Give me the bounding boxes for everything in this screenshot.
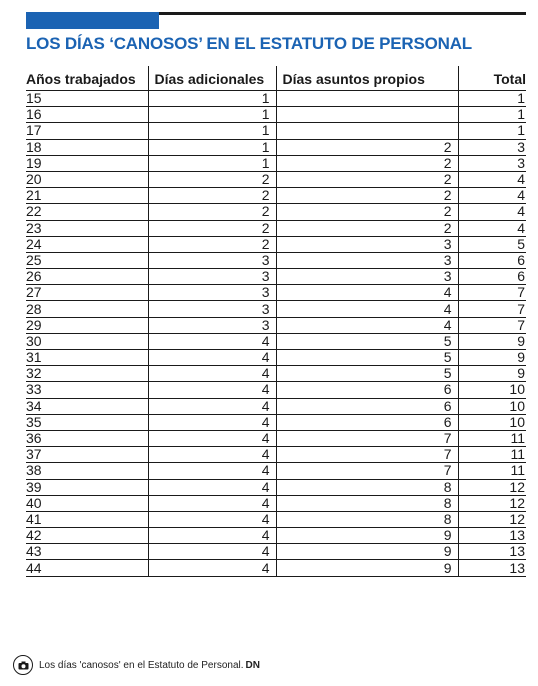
cell-years-worked: 27 bbox=[26, 285, 148, 301]
cell-years-worked: 42 bbox=[26, 528, 148, 544]
cell-additional-days: 4 bbox=[148, 398, 276, 414]
cell-additional-days: 4 bbox=[148, 544, 276, 560]
cell-additional-days: 2 bbox=[148, 220, 276, 236]
cell-additional-days: 2 bbox=[148, 204, 276, 220]
table-header-row bbox=[26, 66, 526, 91]
cell-years-worked: 33 bbox=[26, 382, 148, 398]
cell-years-worked: 28 bbox=[26, 301, 148, 317]
table-row bbox=[26, 139, 526, 155]
cell-personal-days: 6 bbox=[276, 398, 458, 414]
cell-personal-days: 5 bbox=[276, 366, 458, 382]
cell-additional-days: 3 bbox=[148, 252, 276, 268]
cell-personal-days: 5 bbox=[276, 350, 458, 366]
cell-personal-days bbox=[276, 123, 458, 139]
cell-total: 10 bbox=[458, 382, 526, 398]
cell-additional-days: 4 bbox=[148, 447, 276, 463]
cell-years-worked: 34 bbox=[26, 398, 148, 414]
table-row bbox=[26, 528, 526, 544]
cell-years-worked: 44 bbox=[26, 560, 148, 576]
cell-additional-days: 4 bbox=[148, 366, 276, 382]
cell-personal-days: 4 bbox=[276, 301, 458, 317]
seniority-days-table bbox=[26, 66, 526, 577]
cell-additional-days: 3 bbox=[148, 301, 276, 317]
cell-personal-days: 9 bbox=[276, 528, 458, 544]
cell-total: 6 bbox=[458, 269, 526, 285]
cell-years-worked: 29 bbox=[26, 317, 148, 333]
table-row bbox=[26, 350, 526, 366]
table-row bbox=[26, 398, 526, 414]
table-row bbox=[26, 204, 526, 220]
cell-total: 7 bbox=[458, 301, 526, 317]
table-row bbox=[26, 252, 526, 268]
cell-personal-days: 7 bbox=[276, 447, 458, 463]
table-row bbox=[26, 382, 526, 398]
cell-total: 11 bbox=[458, 430, 526, 446]
cell-personal-days: 3 bbox=[276, 252, 458, 268]
cell-personal-days: 7 bbox=[276, 430, 458, 446]
cell-years-worked: 41 bbox=[26, 511, 148, 527]
cell-personal-days: 7 bbox=[276, 463, 458, 479]
cell-personal-days: 2 bbox=[276, 139, 458, 155]
page-title: LOS DÍAS ‘CANOSOS’ EN EL ESTATUTO DE PERSONAL bbox=[26, 34, 472, 53]
cell-additional-days: 1 bbox=[148, 107, 276, 123]
caption-source: DN bbox=[245, 659, 260, 671]
cell-total: 11 bbox=[458, 463, 526, 479]
cell-personal-days: 2 bbox=[276, 204, 458, 220]
cell-total: 3 bbox=[458, 139, 526, 155]
table-row bbox=[26, 285, 526, 301]
cell-additional-days: 4 bbox=[148, 511, 276, 527]
table-row bbox=[26, 544, 526, 560]
cell-years-worked: 24 bbox=[26, 236, 148, 252]
cell-years-worked: 43 bbox=[26, 544, 148, 560]
table-row bbox=[26, 447, 526, 463]
table-row bbox=[26, 91, 526, 107]
cell-personal-days: 3 bbox=[276, 236, 458, 252]
cell-total: 13 bbox=[458, 544, 526, 560]
cell-additional-days: 1 bbox=[148, 91, 276, 107]
table-body bbox=[26, 91, 526, 577]
table-row bbox=[26, 333, 526, 349]
table-row bbox=[26, 107, 526, 123]
cell-years-worked: 37 bbox=[26, 447, 148, 463]
cell-total: 6 bbox=[458, 252, 526, 268]
cell-total: 7 bbox=[458, 285, 526, 301]
table-row bbox=[26, 463, 526, 479]
cell-personal-days: 9 bbox=[276, 560, 458, 576]
cell-personal-days: 2 bbox=[276, 171, 458, 187]
cell-personal-days: 5 bbox=[276, 333, 458, 349]
camera-icon bbox=[13, 655, 33, 675]
cell-years-worked: 36 bbox=[26, 430, 148, 446]
cell-total: 13 bbox=[458, 560, 526, 576]
cell-total: 4 bbox=[458, 188, 526, 204]
cell-total: 9 bbox=[458, 366, 526, 382]
cell-additional-days: 2 bbox=[148, 171, 276, 187]
cell-years-worked: 30 bbox=[26, 333, 148, 349]
cell-total: 1 bbox=[458, 123, 526, 139]
cell-total: 10 bbox=[458, 414, 526, 430]
cell-years-worked: 20 bbox=[26, 171, 148, 187]
cell-personal-days: 9 bbox=[276, 544, 458, 560]
cell-personal-days: 8 bbox=[276, 511, 458, 527]
cell-total: 4 bbox=[458, 220, 526, 236]
cell-additional-days: 4 bbox=[148, 560, 276, 576]
header-total: Total bbox=[458, 66, 526, 91]
table-row bbox=[26, 511, 526, 527]
cell-additional-days: 1 bbox=[148, 155, 276, 171]
table-row bbox=[26, 188, 526, 204]
cell-additional-days: 4 bbox=[148, 495, 276, 511]
top-accent-block bbox=[26, 12, 159, 29]
cell-total: 4 bbox=[458, 204, 526, 220]
cell-years-worked: 26 bbox=[26, 269, 148, 285]
cell-additional-days: 4 bbox=[148, 479, 276, 495]
cell-additional-days: 4 bbox=[148, 430, 276, 446]
cell-total: 9 bbox=[458, 350, 526, 366]
table-row bbox=[26, 123, 526, 139]
cell-years-worked: 31 bbox=[26, 350, 148, 366]
cell-total: 7 bbox=[458, 317, 526, 333]
cell-total: 13 bbox=[458, 528, 526, 544]
cell-personal-days: 3 bbox=[276, 269, 458, 285]
cell-personal-days: 4 bbox=[276, 285, 458, 301]
table-row bbox=[26, 366, 526, 382]
cell-personal-days bbox=[276, 107, 458, 123]
cell-personal-days: 6 bbox=[276, 382, 458, 398]
cell-additional-days: 1 bbox=[148, 123, 276, 139]
cell-years-worked: 35 bbox=[26, 414, 148, 430]
cell-total: 3 bbox=[458, 155, 526, 171]
cell-additional-days: 2 bbox=[148, 236, 276, 252]
table-row bbox=[26, 301, 526, 317]
table-row bbox=[26, 430, 526, 446]
cell-years-worked: 32 bbox=[26, 366, 148, 382]
cell-personal-days: 6 bbox=[276, 414, 458, 430]
cell-years-worked: 22 bbox=[26, 204, 148, 220]
cell-years-worked: 19 bbox=[26, 155, 148, 171]
cell-additional-days: 4 bbox=[148, 414, 276, 430]
cell-total: 9 bbox=[458, 333, 526, 349]
header-years-worked: Años trabajados bbox=[26, 66, 148, 91]
table-row bbox=[26, 236, 526, 252]
table-row bbox=[26, 220, 526, 236]
cell-personal-days: 8 bbox=[276, 495, 458, 511]
cell-personal-days: 4 bbox=[276, 317, 458, 333]
table-row bbox=[26, 317, 526, 333]
cell-personal-days: 8 bbox=[276, 479, 458, 495]
cell-years-worked: 21 bbox=[26, 188, 148, 204]
header-additional-days: Días adicionales bbox=[148, 66, 276, 91]
cell-personal-days bbox=[276, 91, 458, 107]
cell-years-worked: 40 bbox=[26, 495, 148, 511]
table-row bbox=[26, 414, 526, 430]
cell-additional-days: 4 bbox=[148, 463, 276, 479]
cell-additional-days: 4 bbox=[148, 528, 276, 544]
cell-years-worked: 18 bbox=[26, 139, 148, 155]
cell-total: 12 bbox=[458, 479, 526, 495]
table-row bbox=[26, 269, 526, 285]
cell-total: 10 bbox=[458, 398, 526, 414]
cell-personal-days: 2 bbox=[276, 188, 458, 204]
cell-additional-days: 3 bbox=[148, 317, 276, 333]
cell-total: 4 bbox=[458, 171, 526, 187]
cell-additional-days: 3 bbox=[148, 269, 276, 285]
cell-years-worked: 16 bbox=[26, 107, 148, 123]
cell-years-worked: 17 bbox=[26, 123, 148, 139]
cell-personal-days: 2 bbox=[276, 155, 458, 171]
cell-years-worked: 25 bbox=[26, 252, 148, 268]
cell-total: 1 bbox=[458, 91, 526, 107]
cell-additional-days: 4 bbox=[148, 350, 276, 366]
caption-text: Los días 'canosos' en el Estatuto de Personal. bbox=[39, 659, 244, 671]
cell-total: 12 bbox=[458, 495, 526, 511]
cell-total: 1 bbox=[458, 107, 526, 123]
cell-additional-days: 3 bbox=[148, 285, 276, 301]
cell-personal-days: 2 bbox=[276, 220, 458, 236]
table-row bbox=[26, 155, 526, 171]
cell-years-worked: 23 bbox=[26, 220, 148, 236]
table-row bbox=[26, 171, 526, 187]
cell-additional-days: 4 bbox=[148, 333, 276, 349]
cell-additional-days: 4 bbox=[148, 382, 276, 398]
cell-years-worked: 38 bbox=[26, 463, 148, 479]
cell-years-worked: 15 bbox=[26, 91, 148, 107]
table-row bbox=[26, 495, 526, 511]
cell-total: 12 bbox=[458, 511, 526, 527]
cell-additional-days: 2 bbox=[148, 188, 276, 204]
cell-years-worked: 39 bbox=[26, 479, 148, 495]
cell-total: 11 bbox=[458, 447, 526, 463]
table-row bbox=[26, 560, 526, 576]
table-row bbox=[26, 479, 526, 495]
cell-additional-days: 1 bbox=[148, 139, 276, 155]
header-personal-days: Días asuntos propios bbox=[276, 66, 458, 91]
cell-total: 5 bbox=[458, 236, 526, 252]
caption bbox=[13, 654, 260, 676]
